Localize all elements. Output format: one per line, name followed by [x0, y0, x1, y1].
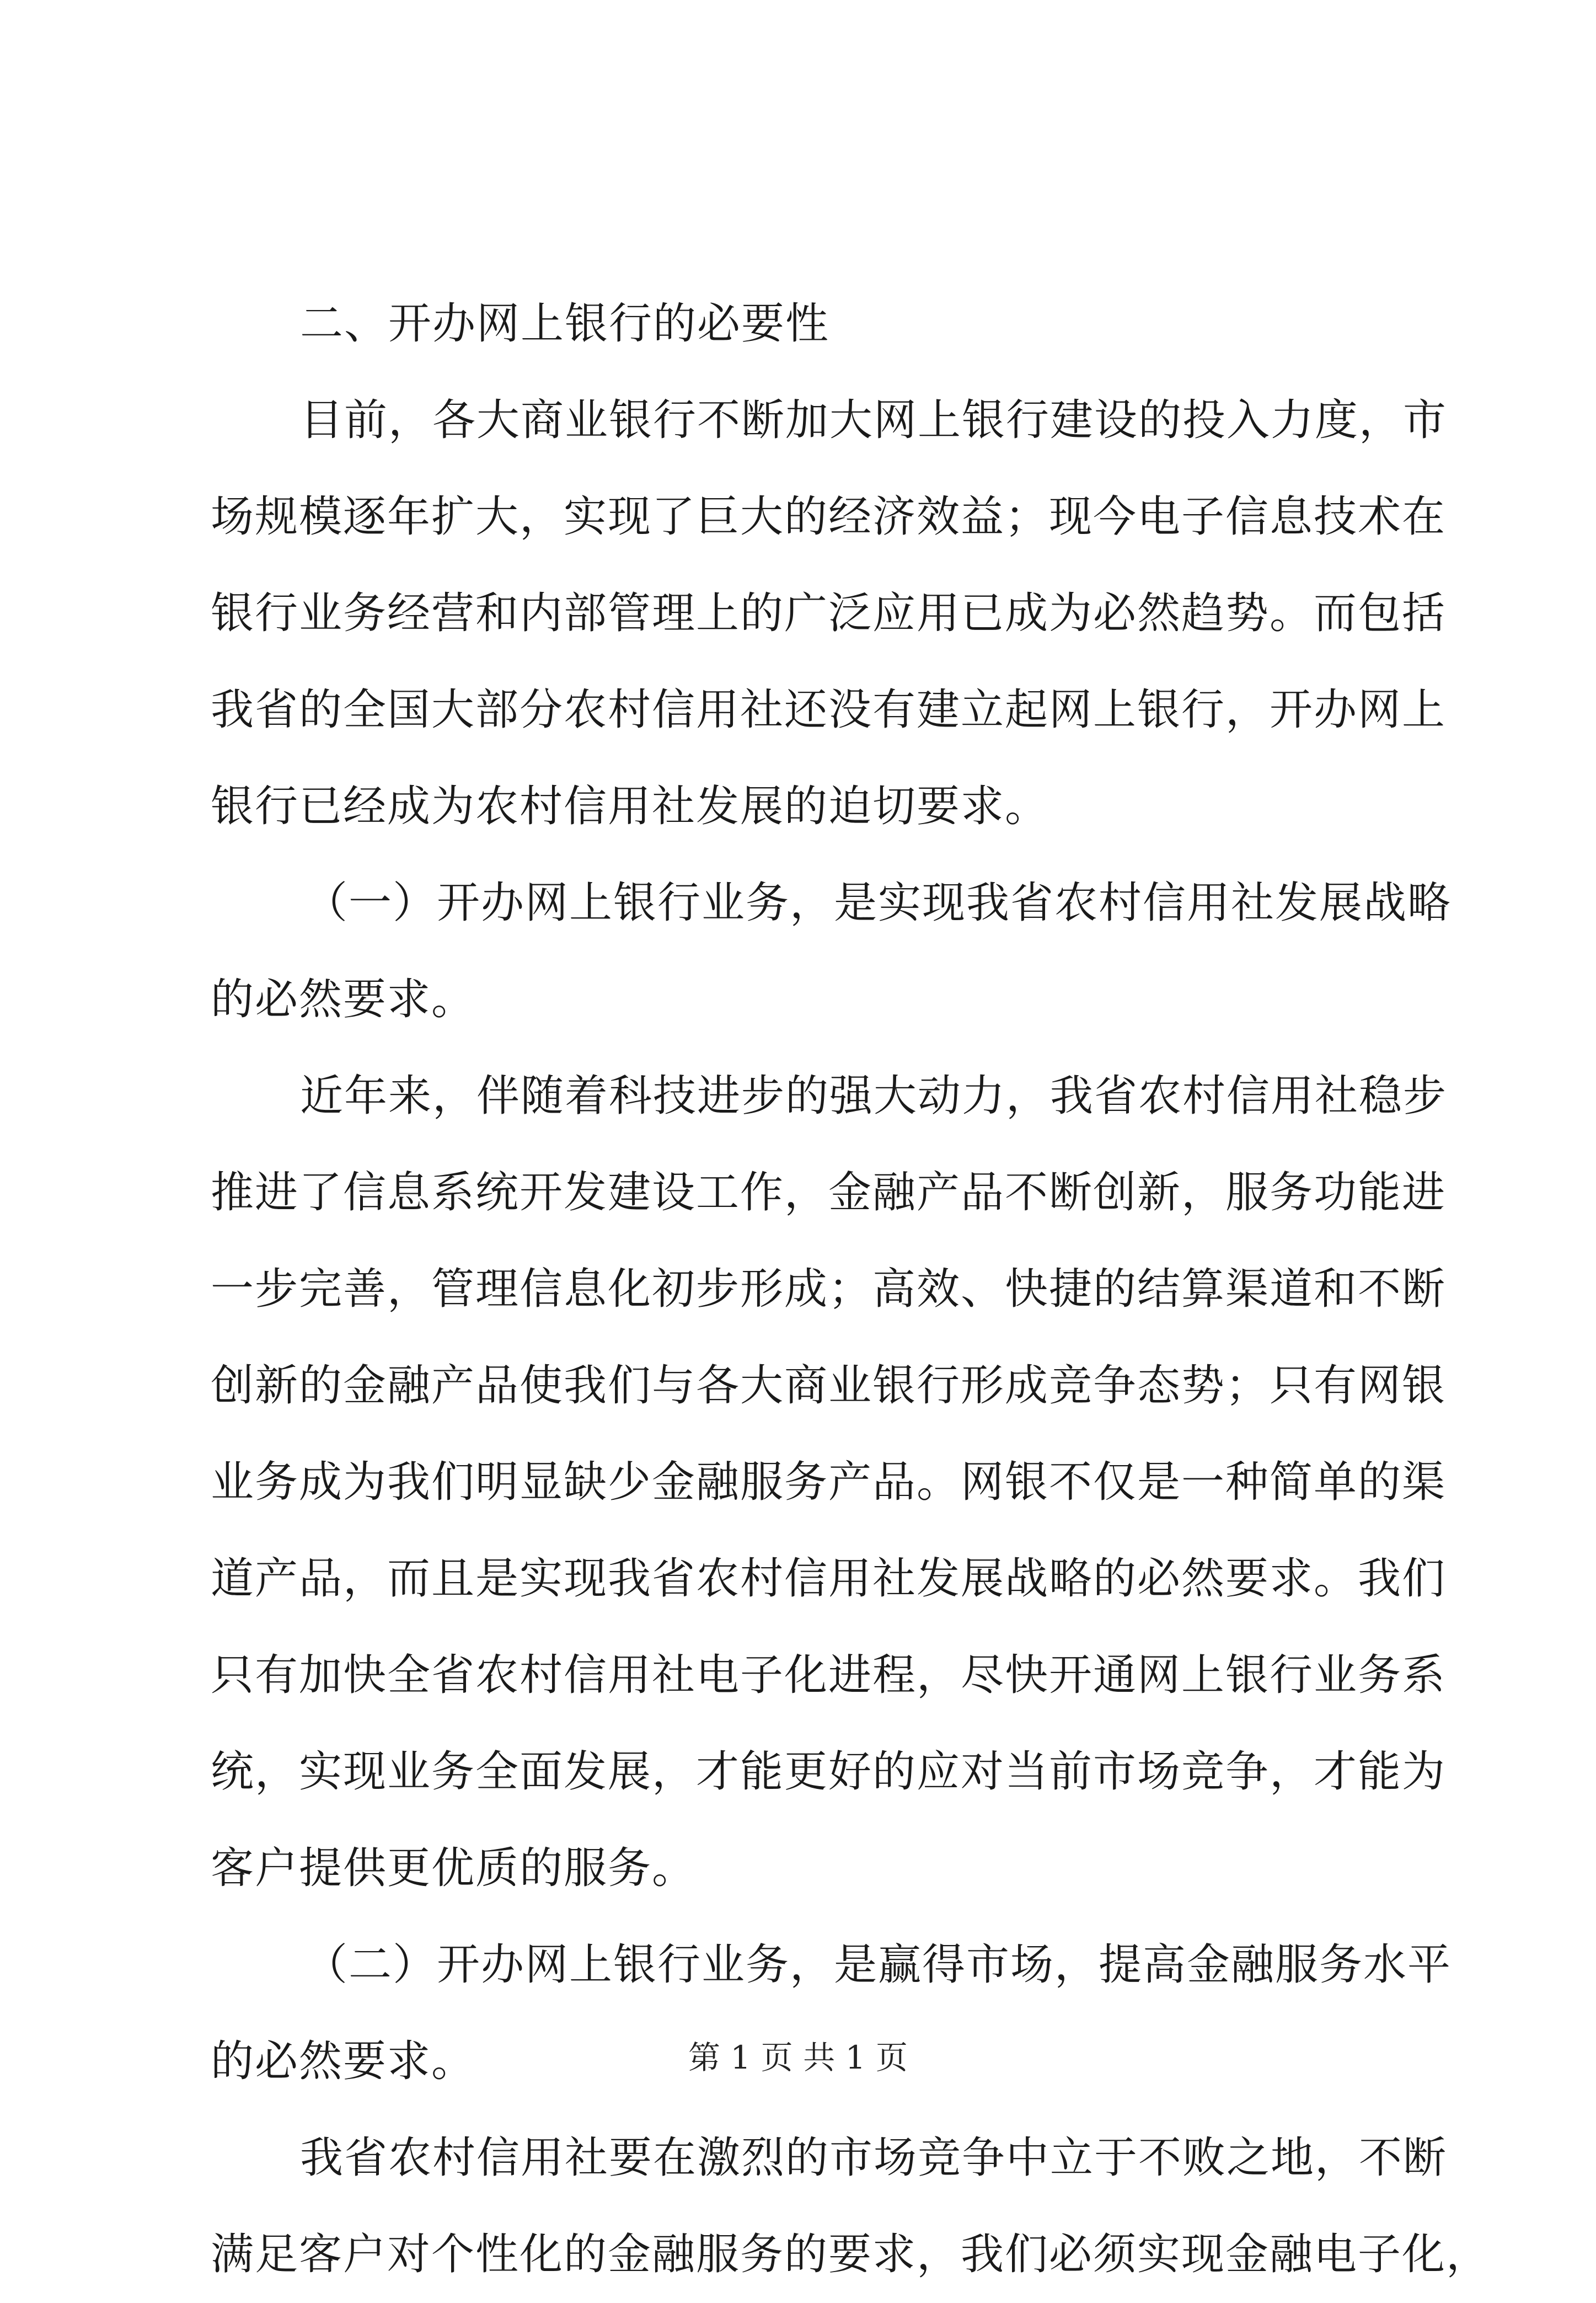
document-body	[211, 276, 1491, 2303]
paragraph-line: 近年来，伴随着科技进步的强大动力，我省农村信用社稳步	[300, 1071, 1448, 1121]
paragraph-line: 我省的全国大部分农村信用社还没有建立起网上银行，开办网上	[211, 685, 1447, 735]
subheading-line: 的必然要求。	[211, 975, 476, 1024]
paragraph-line: 场规模逐年扩大，实现了巨大的经济效益；现今电子信息技术在	[211, 492, 1447, 542]
paragraph-line: 银行业务经营和内部管理上的广泛应用已成为必然趋势。而包括	[211, 589, 1447, 638]
paragraph-line: 目前，各大商业银行不断加大网上银行建设的投入力度，市	[300, 396, 1448, 445]
paragraph-line: 推进了信息系统开发建设工作，金融产品不断创新，服务功能进	[211, 1168, 1447, 1217]
paragraph-line: 一步完善，管理信息化初步形成；高效、快捷的结算渠道和不断	[211, 1264, 1447, 1314]
paragraph-line: 业务成为我们明显缺少金融服务产品。网银不仅是一种简单的渠	[211, 1457, 1447, 1507]
subheading-line: （二）开办网上银行业务，是赢得市场，提高金融服务水平	[304, 1940, 1452, 1990]
paragraph-line: 统，实现业务全面发展，才能更好的应对当前市场竞争，才能为	[211, 1747, 1447, 1797]
paragraph-line: 创新的金融产品使我们与各大商业银行形成竞争态势；只有网银	[211, 1361, 1447, 1410]
paragraph-line: 我省农村信用社要在激烈的市场竞争中立于不败之地，不断	[300, 2133, 1448, 2183]
paragraph-line: 银行已经成为农村信用社发展的迫切要求。	[211, 782, 1049, 831]
paragraph-line: 道产品，而且是实现我省农村信用社发展战略的必然要求。我们	[211, 1554, 1447, 1604]
paragraph-line: 只有加快全省农村信用社电子化进程，尽快开通网上银行业务系	[211, 1650, 1447, 1700]
subheading-line: （一）开办网上银行业务，是实现我省农村信用社发展战略	[304, 878, 1452, 928]
page-footer: 第 1 页 共 1 页	[688, 2039, 908, 2076]
paragraph-line: 客户提供更优质的服务。	[211, 1844, 697, 1893]
section-heading: 二、开办网上银行的必要性	[300, 299, 830, 349]
subheading-line: 的必然要求。	[211, 2037, 476, 2086]
paragraph-line: 满足客户对个性化的金融服务的要求，我们必须实现金融电子化，	[211, 2230, 1491, 2279]
